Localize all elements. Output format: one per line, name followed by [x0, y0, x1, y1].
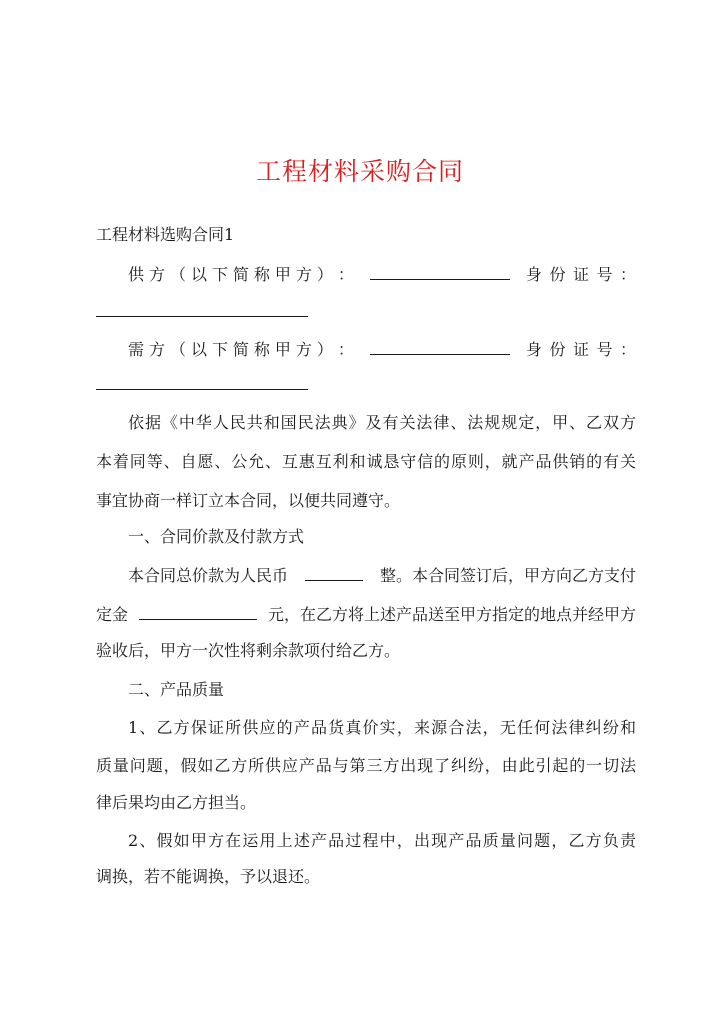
document-title: 工程材料采购合同: [255, 157, 464, 186]
buyer-line: [128, 337, 636, 360]
supplier-line: [128, 262, 636, 285]
intro-line: 依据《中华人民共和国民法典》及有关法律、法规规定，甲、乙双方: [128, 413, 636, 432]
buyer-id-blank: [96, 389, 308, 390]
quality-item-line: 调换，若不能调换，予以退还。: [96, 867, 321, 886]
supplier-id-blank: [96, 316, 308, 317]
quality-item-line: 1、乙方保证所供应的产品货真价实，来源合法，无任何法律纠纷和: [128, 718, 636, 737]
buyer-name-blank: [370, 353, 510, 355]
buyer-id-label: 身 份 证 号 ：: [526, 340, 636, 359]
buyer-label: 需 方 （ 以 下 简 称 甲 方 ） ：: [128, 340, 354, 359]
contract-subtitle: 工程材料选购合同1: [96, 225, 235, 244]
quality-item-line: 质量问题，假如乙方所供应产品与第三方出现了纠纷，由此引起的一切法: [96, 756, 636, 775]
quality-item-line: 律后果均由乙方担当。: [96, 793, 257, 812]
quality-item-line: 2、假如甲方在运用上述产品过程中，出现产品质量问题，乙方负责: [128, 831, 636, 850]
payment-line: 验收后，甲方一次性将剩余款项付给乙方。: [96, 641, 401, 660]
deposit-text-rest: 元，在乙方将上述产品送至甲方指定的地点并经甲方: [267, 605, 636, 624]
supplier-id-label: 身 份 证 号 ：: [526, 265, 636, 284]
supplier-name-blank: [370, 278, 510, 280]
intro-line: 事宜协商一样订立本合同，以便共同遵守。: [96, 491, 401, 510]
price-line: [128, 563, 636, 586]
supplier-label: 供 方 （ 以 下 简 称 甲 方 ） ：: [128, 265, 354, 284]
section-heading: 二、产品质量: [128, 680, 225, 699]
price-blank: [305, 579, 363, 581]
deposit-text: 定金: [96, 605, 129, 624]
deposit-blank: [139, 618, 257, 620]
price-text-rest: 整。本合同签订后，甲方向乙方支付: [379, 566, 636, 585]
price-text: 本合同总价款为人民币: [128, 566, 289, 585]
deposit-line: [96, 602, 636, 625]
intro-line: 本着同等、自愿、公允、互惠互利和诚恳守信的原则，就产品供销的有关: [96, 452, 636, 471]
section-heading: 一、合同价款及付款方式: [128, 527, 305, 546]
